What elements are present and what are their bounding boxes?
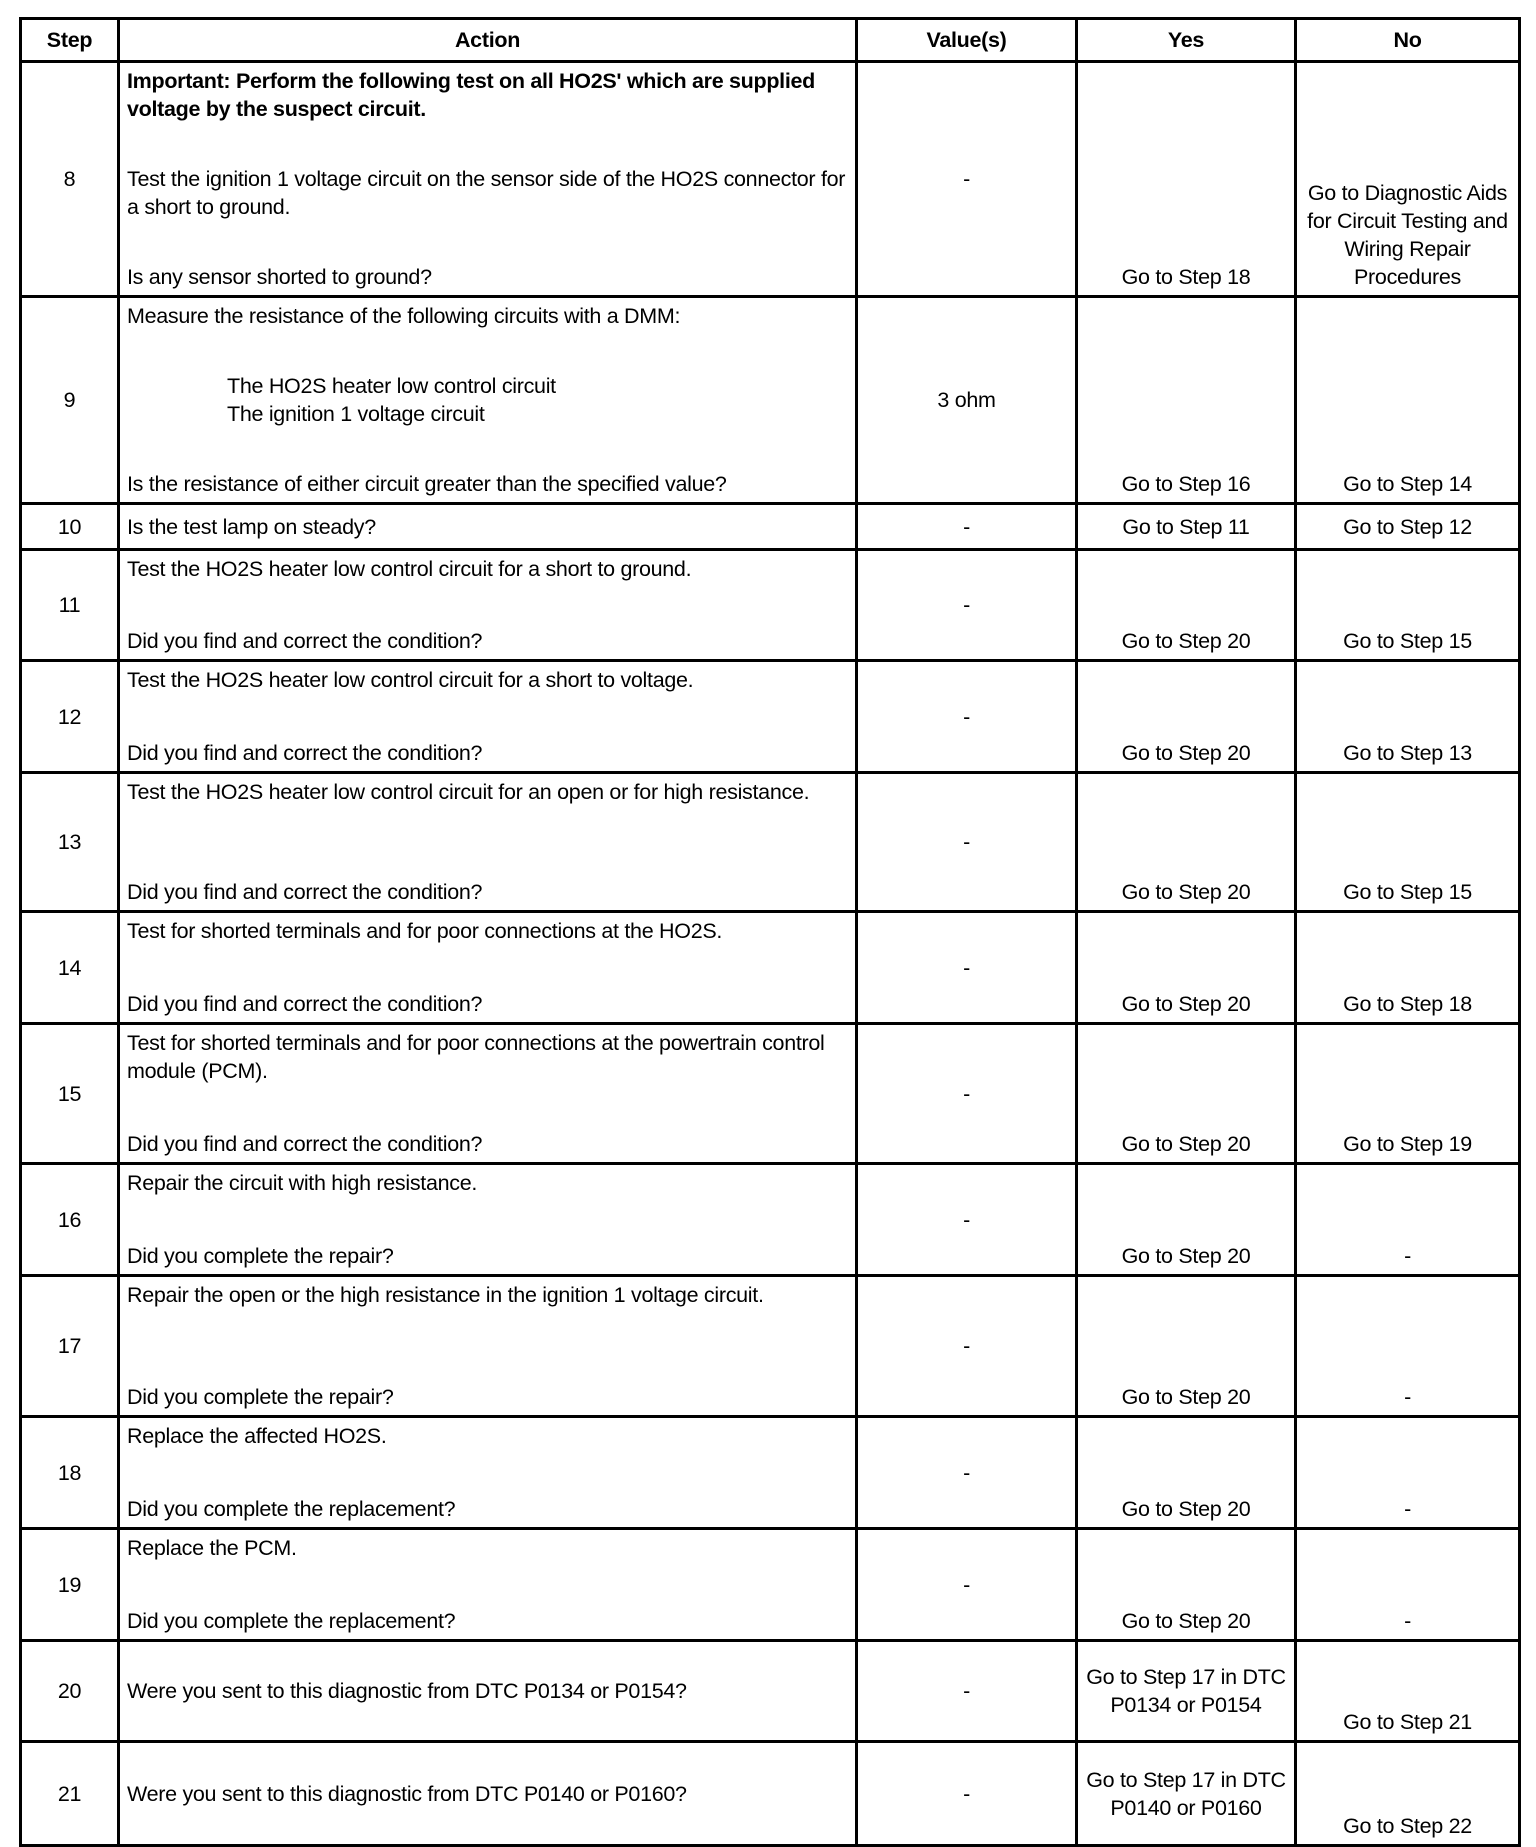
action-question: Were you sent to this diagnostic from DTC P0140 or P0160? — [127, 1781, 687, 1806]
action-text: Repair the circuit with high resistance. — [127, 1171, 478, 1195]
table-row — [21, 62, 1520, 297]
action-instructions — [127, 67, 849, 123]
table-row — [21, 297, 1520, 504]
action-instructions — [127, 1169, 849, 1197]
header-no: No — [1296, 19, 1520, 62]
action-cell — [119, 912, 857, 1024]
yes-cell: Go to Step 20 — [1077, 912, 1296, 1024]
diagnostic-table — [19, 17, 1521, 1847]
action-question: Did you complete the replacement? — [127, 1497, 456, 1521]
value-cell: - — [857, 62, 1077, 297]
action-instructions — [127, 778, 849, 806]
action-question: Were you sent to this diagnostic from DTC P0134 or P0154? — [127, 1679, 687, 1703]
value-cell: - — [857, 1529, 1077, 1641]
action-content — [127, 666, 849, 767]
yes-cell: Go to Step 20 — [1077, 1276, 1296, 1417]
header-step: Step — [21, 19, 119, 62]
action-test-text — [127, 165, 849, 221]
table-row — [21, 1529, 1520, 1641]
action-cell — [119, 1024, 857, 1164]
table-row — [21, 912, 1520, 1024]
action-text: Test the HO2S heater low control circuit for a short to ground. — [127, 557, 692, 581]
action-content — [127, 555, 849, 655]
action-cell — [119, 1529, 857, 1641]
table-row — [21, 550, 1520, 661]
action-cell — [119, 1276, 857, 1417]
step-number: 17 — [21, 1276, 119, 1417]
value-cell: - — [857, 550, 1077, 661]
action-question: Is the test lamp on steady? — [127, 514, 376, 539]
no-cell: Go to Step 19 — [1296, 1024, 1520, 1164]
step-number: 9 — [21, 297, 119, 504]
action-cell — [119, 1164, 857, 1276]
action-content — [127, 1281, 849, 1411]
value-cell: - — [857, 661, 1077, 773]
no-cell: Go to Diagnostic Aids for Circuit Testing and Wiring Repair Procedures — [1296, 62, 1520, 297]
action-text: Measure the resistance of the following circuits with a DMM: — [127, 304, 681, 328]
step-number: 8 — [21, 62, 119, 297]
step-number: 10 — [21, 504, 119, 550]
yes-cell: Go to Step 20 — [1077, 550, 1296, 661]
no-cell: Go to Step 12 — [1296, 504, 1520, 550]
action-content — [127, 302, 849, 498]
no-cell: - — [1296, 1164, 1520, 1276]
table-row — [21, 1742, 1520, 1846]
action-content — [127, 1646, 849, 1736]
step-number: 20 — [21, 1641, 119, 1742]
circuit-item: The ignition 1 voltage circuit — [227, 402, 485, 426]
value-cell: - — [857, 1417, 1077, 1529]
action-cell — [119, 550, 857, 661]
yes-cell: Go to Step 11 — [1077, 504, 1296, 550]
action-content — [127, 67, 849, 291]
header-action: Action — [119, 19, 857, 62]
yes-cell: Go to Step 16 — [1077, 297, 1296, 504]
step-number: 21 — [21, 1742, 119, 1846]
action-question: Did you find and correct the condition? — [127, 880, 483, 904]
action-text: Test for shorted terminals and for poor connections at the powertrain control module (PCM). — [127, 1031, 825, 1083]
action-content — [127, 917, 849, 1018]
step-number: 12 — [21, 661, 119, 773]
header-row — [21, 19, 1520, 62]
action-cell — [119, 297, 857, 504]
value-cell: - — [857, 912, 1077, 1024]
action-content — [127, 778, 849, 906]
action-instructions — [127, 1534, 849, 1562]
action-cell — [119, 1742, 857, 1846]
action-question: Is any sensor shorted to ground? — [127, 265, 432, 289]
action-text: Test the HO2S heater low control circuit for a short to voltage. — [127, 668, 694, 692]
action-text: Important: Perform the following test on all HO2S' which are supplied voltage by the suspect circuit. — [127, 69, 816, 121]
action-question: Is the resistance of either circuit greater than the specified value? — [127, 472, 727, 496]
action-cell — [119, 773, 857, 912]
action-cell — [119, 1417, 857, 1529]
step-number: 13 — [21, 773, 119, 912]
action-cell — [119, 1641, 857, 1742]
yes-cell: Go to Step 17 in DTC P0134 or P0154 — [1077, 1641, 1296, 1742]
table-row — [21, 1164, 1520, 1276]
action-question: Did you complete the replacement? — [127, 1609, 456, 1633]
action-content — [127, 1422, 849, 1523]
table-row — [21, 1276, 1520, 1417]
no-cell: Go to Step 15 — [1296, 550, 1520, 661]
table-row — [21, 661, 1520, 773]
action-instructions — [127, 1281, 849, 1309]
yes-cell: Go to Step 20 — [1077, 1417, 1296, 1529]
action-text: Test the ignition 1 voltage circuit on the sensor side of the HO2S connector for a short to ground. — [127, 167, 846, 219]
action-question: Did you find and correct the condition? — [127, 1132, 483, 1156]
action-cell — [119, 661, 857, 773]
action-instructions — [127, 1422, 849, 1450]
action-cell — [119, 504, 857, 550]
action-question: Did you find and correct the condition? — [127, 741, 483, 765]
yes-cell: Go to Step 20 — [1077, 773, 1296, 912]
action-instructions — [127, 555, 849, 583]
no-cell: Go to Step 22 — [1296, 1742, 1520, 1846]
step-number: 14 — [21, 912, 119, 1024]
no-cell: Go to Step 15 — [1296, 773, 1520, 912]
value-cell: - — [857, 1276, 1077, 1417]
step-number: 19 — [21, 1529, 119, 1641]
circuit-item: The HO2S heater low control circuit — [227, 374, 556, 398]
step-number: 11 — [21, 550, 119, 661]
header-values: Value(s) — [857, 19, 1077, 62]
action-content — [127, 509, 849, 544]
yes-cell: Go to Step 20 — [1077, 1529, 1296, 1641]
action-content — [127, 1029, 849, 1158]
table-row — [21, 1417, 1520, 1529]
value-cell: - — [857, 1641, 1077, 1742]
table-row — [21, 773, 1520, 912]
action-instructions — [127, 1029, 849, 1085]
action-content — [127, 1747, 849, 1840]
action-instructions — [127, 666, 849, 694]
step-number: 15 — [21, 1024, 119, 1164]
value-cell: - — [857, 1742, 1077, 1846]
action-question: Did you complete the repair? — [127, 1244, 394, 1268]
value-cell: 3 ohm — [857, 297, 1077, 504]
yes-cell: Go to Step 20 — [1077, 1024, 1296, 1164]
action-text: Replace the affected HO2S. — [127, 1424, 387, 1448]
table-row — [21, 1024, 1520, 1164]
no-cell: Go to Step 21 — [1296, 1641, 1520, 1742]
action-instructions — [127, 917, 849, 945]
no-cell: - — [1296, 1276, 1520, 1417]
yes-cell: Go to Step 17 in DTC P0140 or P0160 — [1077, 1742, 1296, 1846]
action-question: Did you find and correct the condition? — [127, 992, 483, 1016]
no-cell: Go to Step 18 — [1296, 912, 1520, 1024]
action-content — [127, 1169, 849, 1270]
no-cell: - — [1296, 1529, 1520, 1641]
no-cell: - — [1296, 1417, 1520, 1529]
action-content — [127, 1534, 849, 1635]
action-text: Replace the PCM. — [127, 1536, 297, 1560]
step-number: 16 — [21, 1164, 119, 1276]
action-question: Did you complete the repair? — [127, 1385, 394, 1409]
value-cell: - — [857, 1024, 1077, 1164]
action-text: Test the HO2S heater low control circuit for an open or for high resistance. — [127, 780, 810, 804]
yes-cell: Go to Step 18 — [1077, 62, 1296, 297]
action-text: Test for shorted terminals and for poor connections at the HO2S. — [127, 919, 723, 943]
table-row — [21, 1641, 1520, 1742]
action-cell — [119, 62, 857, 297]
action-question: Did you find and correct the condition? — [127, 629, 483, 653]
step-number: 18 — [21, 1417, 119, 1529]
action-instructions — [127, 302, 849, 330]
no-cell: Go to Step 14 — [1296, 297, 1520, 504]
value-cell: - — [857, 773, 1077, 912]
no-cell: Go to Step 13 — [1296, 661, 1520, 773]
yes-cell: Go to Step 20 — [1077, 661, 1296, 773]
circuit-list — [127, 372, 849, 428]
value-cell: - — [857, 1164, 1077, 1276]
header-yes: Yes — [1077, 19, 1296, 62]
yes-cell: Go to Step 20 — [1077, 1164, 1296, 1276]
value-cell: - — [857, 504, 1077, 550]
table-row — [21, 504, 1520, 550]
action-text: Repair the open or the high resistance in the ignition 1 voltage circuit. — [127, 1283, 764, 1307]
